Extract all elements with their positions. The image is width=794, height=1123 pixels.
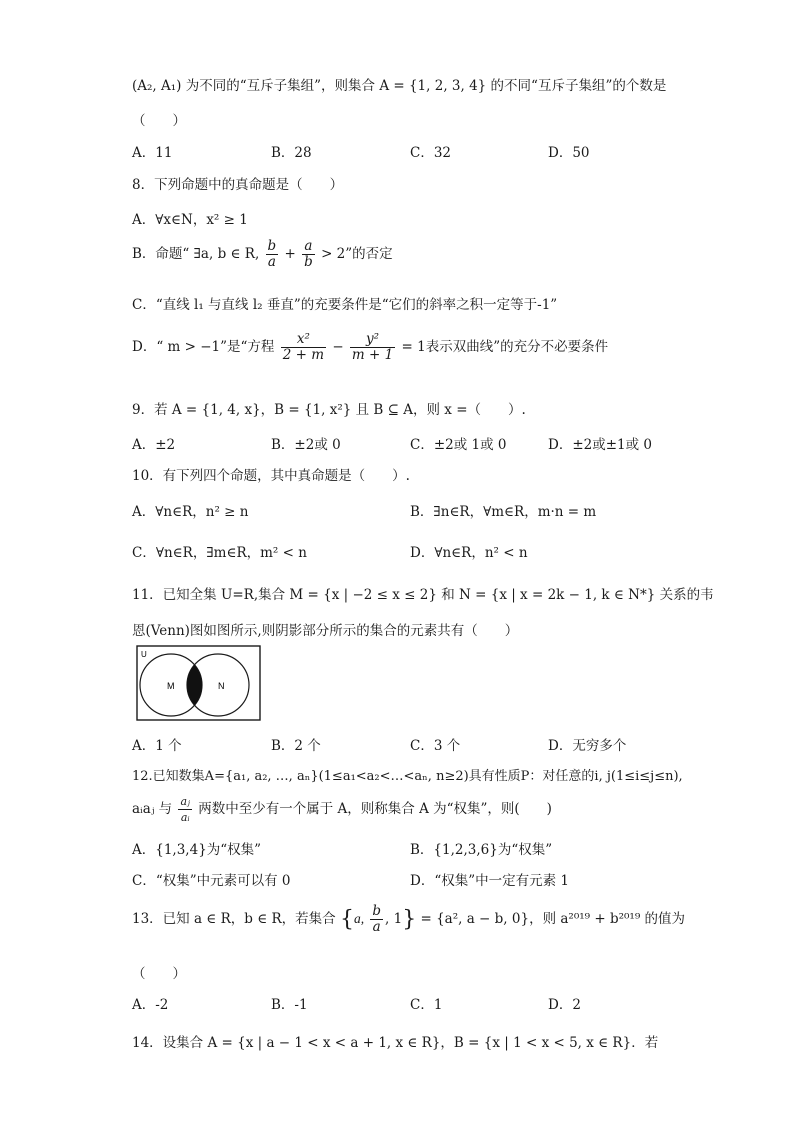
venn-diagram — [136, 645, 261, 721]
q12-option-c: C．“权集”中元素可以有 0 — [132, 873, 291, 889]
q9-stem: 9．若 A = {1, 4, x}，B = {1, x²} 且 B ⊆ A，则 x =（ ）. — [132, 402, 526, 418]
denominator: m + 1 — [351, 347, 394, 363]
q9-option-b: B．±2或 0 — [271, 437, 341, 453]
q10-option-c: C．∀n∈R，∃m∈R，m² < n — [132, 545, 307, 561]
denominator: a — [372, 919, 381, 935]
q11-stem-line1: 11．已知全集 U=R,集合 M = {x | −2 ≤ x ≤ 2} 和 N = {x | x = 2k − 1, k ∈ N*} 关系的韦 — [132, 587, 714, 603]
q10-stem: 10．有下列四个命题，其中真命题是（ ）. — [132, 468, 410, 484]
label-m: M — [167, 681, 175, 691]
fraction-b-over-a — [266, 239, 279, 270]
q11-option-d: D．无穷多个 — [548, 738, 627, 754]
q13-answer-paren: （ ） — [132, 966, 186, 982]
q8-option-a: A．∀x∈N，x² ≥ 1 — [132, 212, 248, 228]
denominator: 2 + m — [282, 347, 325, 363]
q9-option-c: C．±2或 1或 0 — [410, 437, 507, 453]
q11-option-b: B．2 个 — [271, 738, 321, 754]
q9-option-d: D．±2或±1或 0 — [548, 437, 653, 453]
minus-sign: − — [332, 339, 344, 355]
numerator: x² — [281, 332, 326, 348]
denominator: b — [304, 254, 313, 270]
fraction-y2-over-m-plus-1 — [350, 332, 395, 363]
q8-option-d-suffix: = 1表示双曲线”的充分不必要条件 — [401, 339, 609, 355]
denominator: aᵢ — [180, 811, 190, 824]
q8-stem: 8．下列命题中的真命题是（ ） — [132, 177, 344, 193]
fraction-a-over-b — [302, 239, 315, 270]
q13-line1-suffix: = {a², a − b, 0}，则 a²⁰¹⁹ + b²⁰¹⁹ 的值为 — [420, 911, 686, 927]
set-element-one: , 1 — [385, 911, 403, 927]
q13-option-b: B．-1 — [271, 997, 308, 1013]
numerator: a — [302, 239, 315, 255]
q10-option-d: D．∀n∈R，n² < n — [410, 545, 528, 561]
q8-option-b-suffix: > 2”的否定 — [321, 246, 393, 262]
plus-sign: + — [284, 246, 296, 262]
q8-option-c: C．“直线 l₁ 与直线 l₂ 垂直”的充要条件是“它们的斜率之积一定等于-1” — [132, 297, 558, 313]
q14-stem-line1: 14．设集合 A = {x | a − 1 < x < a + 1, x ∈ R}，B = {x | 1 < x < 5, x ∈ R}．若 — [132, 1035, 659, 1051]
q9-option-a: A．±2 — [132, 437, 176, 453]
numerator: b — [267, 238, 277, 254]
q8-option-d-prefix: D．“ m > −1”是“方程 — [132, 339, 275, 355]
fraction-aj-over-ai — [178, 794, 191, 825]
q8-option-b-prefix: B．命题“ ∃a, b ∈ R, — [132, 246, 260, 262]
q12-stem-line1: 12.已知数集A={a₁, a₂, …, aₙ}(1≤a₁<a₂<…<aₙ, n≥2)具有性质P：对任意的i, j(1≤i≤j≤n), — [132, 769, 683, 784]
q12-line2-suffix: 两数中至少有一个属于 A，则称集合 A 为“权集”，则( ) — [198, 801, 552, 817]
q13-stem-line1 — [132, 904, 685, 935]
q7-option-d: D．50 — [548, 145, 590, 161]
q10-option-a: A．∀n∈R，n² ≥ n — [132, 504, 249, 520]
q7-option-b: B．28 — [271, 145, 312, 161]
q12-option-a: A．{1,3,4}为“权集” — [132, 842, 262, 858]
q12-option-d: D．“权集”中一定有元素 1 — [410, 873, 570, 889]
q11-option-c: C．3 个 — [410, 738, 461, 754]
fraction-x2-over-2-plus-m — [281, 332, 326, 363]
q11-stem-line2: 恩(Venn)图如图所示,则阴影部分所示的集合的元素共有（ ） — [132, 623, 519, 639]
fraction-b-over-a — [370, 904, 383, 935]
denominator: a — [267, 254, 276, 270]
label-u: U — [141, 650, 147, 659]
set-close-brace: } — [402, 907, 417, 932]
q13-option-a: A．-2 — [132, 997, 169, 1013]
q10-option-b: B．∃n∈R，∀m∈R，m·n = m — [410, 504, 597, 520]
q7-stem-line: (A₂, A₁) 为不同的“互斥子集组”，则集合 A = {1, 2, 3, 4} 的不同“互斥子集组”的个数是 — [132, 78, 667, 94]
q8-option-b — [132, 239, 393, 270]
q13-line1-prefix: 13．已知 a ∈ R，b ∈ R，若集合 — [132, 911, 336, 927]
q7-option-a: A．11 — [132, 145, 173, 161]
q8-option-d — [132, 332, 608, 363]
set-open-brace: { — [339, 907, 354, 932]
set-element-a: a, — [353, 911, 365, 926]
numerator: y² — [350, 332, 395, 348]
label-n: N — [218, 681, 225, 691]
q12-line2-prefix: aᵢaⱼ 与 — [132, 801, 173, 817]
q11-option-a: A．1 个 — [132, 738, 182, 754]
numerator: b — [372, 903, 382, 919]
q13-option-d: D．2 — [548, 997, 581, 1013]
q7-option-c: C．32 — [410, 145, 452, 161]
q12-stem-line2 — [132, 794, 552, 825]
numerator: aⱼ — [180, 795, 190, 808]
q7-answer-paren: （ ） — [132, 113, 186, 129]
q13-option-c: C．1 — [410, 997, 443, 1013]
q12-option-b: B．{1,2,3,6}为“权集” — [410, 842, 553, 858]
